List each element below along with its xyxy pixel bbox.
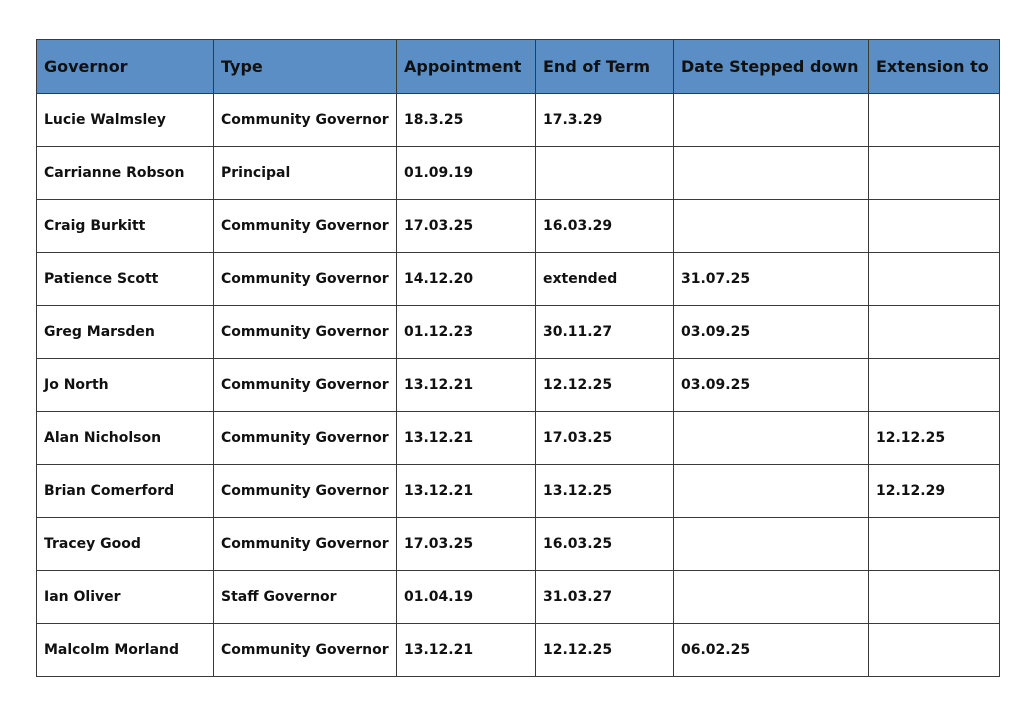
end-of-term-cell <box>536 147 674 200</box>
table-row <box>37 518 1000 571</box>
extension-to-cell <box>869 200 1000 253</box>
appointment-cell: 14.12.20 <box>397 253 536 306</box>
end-of-term-cell: 30.11.27 <box>536 306 674 359</box>
type-cell: Community Governor <box>214 94 397 147</box>
date-stepped-down-cell <box>674 200 869 253</box>
extension-to-cell <box>869 359 1000 412</box>
appointment-cell: 18.3.25 <box>397 94 536 147</box>
appointment-cell: 01.12.23 <box>397 306 536 359</box>
end-of-term-cell: 31.03.27 <box>536 571 674 624</box>
appointment-cell: 17.03.25 <box>397 518 536 571</box>
extension-to-cell <box>869 624 1000 677</box>
table-row <box>37 465 1000 518</box>
extension-to-cell <box>869 253 1000 306</box>
appointment-cell: 01.04.19 <box>397 571 536 624</box>
end-of-term-cell: 13.12.25 <box>536 465 674 518</box>
end-of-term-cell: 16.03.29 <box>536 200 674 253</box>
table-row <box>37 306 1000 359</box>
type-cell: Staff Governor <box>214 571 397 624</box>
governor-name-cell: Greg Marsden <box>37 306 214 359</box>
table-body <box>37 94 1000 677</box>
type-cell: Community Governor <box>214 306 397 359</box>
appointment-cell: 13.12.21 <box>397 624 536 677</box>
end-of-term-cell: 17.3.29 <box>536 94 674 147</box>
date-stepped-down-cell: 06.02.25 <box>674 624 869 677</box>
column-header-extension-to: Extension to <box>869 40 1000 94</box>
date-stepped-down-cell <box>674 412 869 465</box>
extension-to-cell <box>869 306 1000 359</box>
governor-name-cell: Patience Scott <box>37 253 214 306</box>
governor-name-cell: Carrianne Robson <box>37 147 214 200</box>
date-stepped-down-cell: 03.09.25 <box>674 306 869 359</box>
appointment-cell: 13.12.21 <box>397 359 536 412</box>
end-of-term-cell: 16.03.25 <box>536 518 674 571</box>
table-row <box>37 253 1000 306</box>
end-of-term-cell: 17.03.25 <box>536 412 674 465</box>
governor-name-cell: Ian Oliver <box>37 571 214 624</box>
header-row <box>37 40 1000 94</box>
column-header-governor: Governor <box>37 40 214 94</box>
table-row <box>37 200 1000 253</box>
column-header-type: Type <box>214 40 397 94</box>
type-cell: Community Governor <box>214 200 397 253</box>
table-row <box>37 624 1000 677</box>
governor-name-cell: Tracey Good <box>37 518 214 571</box>
date-stepped-down-cell: 03.09.25 <box>674 359 869 412</box>
extension-to-cell <box>869 147 1000 200</box>
end-of-term-cell: 12.12.25 <box>536 359 674 412</box>
date-stepped-down-cell <box>674 571 869 624</box>
type-cell: Community Governor <box>214 253 397 306</box>
table-row <box>37 412 1000 465</box>
column-header-date-stepped-down: Date Stepped down <box>674 40 869 94</box>
date-stepped-down-cell <box>674 94 869 147</box>
date-stepped-down-cell <box>674 465 869 518</box>
table-row <box>37 147 1000 200</box>
column-header-appointment: Appointment <box>397 40 536 94</box>
extension-to-cell <box>869 518 1000 571</box>
extension-to-cell: 12.12.29 <box>869 465 1000 518</box>
extension-to-cell: 12.12.25 <box>869 412 1000 465</box>
date-stepped-down-cell <box>674 518 869 571</box>
type-cell: Community Governor <box>214 624 397 677</box>
date-stepped-down-cell: 31.07.25 <box>674 253 869 306</box>
governor-name-cell: Malcolm Morland <box>37 624 214 677</box>
end-of-term-cell: 12.12.25 <box>536 624 674 677</box>
governors-table <box>36 39 1000 677</box>
governor-name-cell: Jo North <box>37 359 214 412</box>
appointment-cell: 13.12.21 <box>397 465 536 518</box>
type-cell: Community Governor <box>214 359 397 412</box>
governor-name-cell: Craig Burkitt <box>37 200 214 253</box>
end-of-term-cell: extended <box>536 253 674 306</box>
table-row <box>37 94 1000 147</box>
appointment-cell: 13.12.21 <box>397 412 536 465</box>
type-cell: Community Governor <box>214 465 397 518</box>
table-row <box>37 359 1000 412</box>
appointment-cell: 17.03.25 <box>397 200 536 253</box>
extension-to-cell <box>869 571 1000 624</box>
governor-name-cell: Lucie Walmsley <box>37 94 214 147</box>
date-stepped-down-cell <box>674 147 869 200</box>
column-header-end-of-term: End of Term <box>536 40 674 94</box>
extension-to-cell <box>869 94 1000 147</box>
governor-name-cell: Brian Comerford <box>37 465 214 518</box>
governor-name-cell: Alan Nicholson <box>37 412 214 465</box>
type-cell: Principal <box>214 147 397 200</box>
table-row <box>37 571 1000 624</box>
type-cell: Community Governor <box>214 412 397 465</box>
type-cell: Community Governor <box>214 518 397 571</box>
table-header <box>37 40 1000 94</box>
appointment-cell: 01.09.19 <box>397 147 536 200</box>
